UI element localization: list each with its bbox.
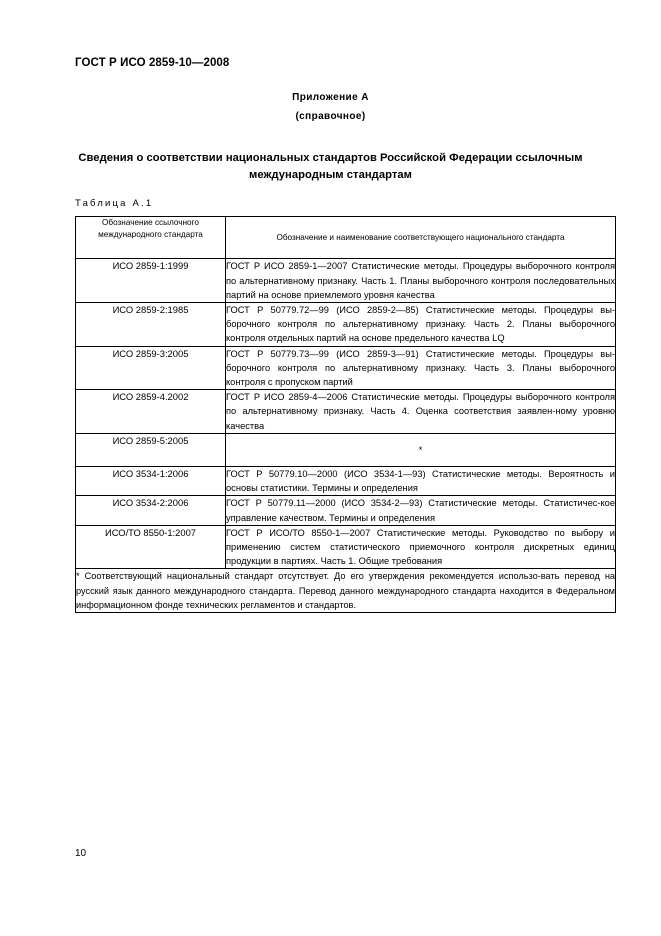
cell-international-standard: ИСО 3534-1:2006 bbox=[76, 467, 226, 496]
cell-national-standard: ГОСТ Р ИСО 2859-4—2006 Статистические методы. Процедуры выборочного контроля по альтернативному признаку. Часть 4. Оценка соответствия заявлен-ному уровню качества bbox=[226, 390, 616, 434]
table-header-national: Обозначение и наименование соответствующего национального стандарта bbox=[226, 217, 616, 259]
table-row bbox=[76, 346, 616, 390]
table-header-row bbox=[76, 217, 616, 259]
table-row bbox=[76, 303, 616, 347]
cell-national-standard: ГОСТ Р 50779.73—99 (ИСО 2859-3—91) Статистические методы. Процедуры вы-борочного контроля по альтернативному признаку. Часть 3. Планы выборочного контроля с пропуском партий bbox=[226, 346, 616, 390]
cell-national-standard: ГОСТ Р 50779.11—2000 (ИСО 3534-2—93) Статистические методы. Статистичес-кое управление качеством. Термины и определения bbox=[226, 496, 616, 525]
page-number: 10 bbox=[75, 848, 87, 859]
cell-international-standard: ИСО 3534-2:2006 bbox=[76, 496, 226, 525]
cell-international-standard: ИСО 2859-4.2002 bbox=[76, 390, 226, 434]
table-row bbox=[76, 259, 616, 303]
document-header: ГОСТ Р ИСО 2859-10—2008 bbox=[75, 57, 230, 69]
cell-national-standard: ГОСТ Р 50779.72—99 (ИСО 2859-2—85) Статистические методы. Процедуры вы-борочного контроля по альтернативному признаку. Часть 2. Планы выборочного контроля отдельных партий на основе предельного качества LQ bbox=[226, 303, 616, 347]
table-footnote: * Соответствующий национальный стандарт отсутствует. До его утверждения рекомендуется использо-вать перевод на русский язык данного международного стандарта. Перевод данного международного стандарта находится в Федеральном информационном фонде технических регламентов и стандартов. bbox=[76, 569, 616, 613]
annex-title: Приложение А bbox=[292, 92, 369, 103]
table-row bbox=[76, 496, 616, 525]
table-row bbox=[76, 433, 616, 466]
table-caption: Таблица А.1 bbox=[75, 198, 154, 209]
cell-international-standard: ИСО 2859-3:2005 bbox=[76, 346, 226, 390]
cell-international-standard: ИСО 2859-2:1985 bbox=[76, 303, 226, 347]
table-row bbox=[76, 390, 616, 434]
table-footnote-row bbox=[76, 569, 616, 613]
annex-heading-block bbox=[0, 92, 661, 122]
table-row bbox=[76, 467, 616, 496]
cell-international-standard: ИСО 2859-1:1999 bbox=[76, 259, 226, 303]
cell-national-standard-footnote-marker: * bbox=[226, 433, 616, 466]
cell-international-standard: ИСО/ТО 8550-1:2007 bbox=[76, 525, 226, 569]
section-title: Сведения о соответствии национальных стандартов Российской Федерации ссылочным международным стандартам bbox=[78, 152, 583, 181]
table-header-international: Обозначение ссылочного международного стандарта bbox=[76, 217, 226, 259]
cell-national-standard: ГОСТ Р ИСО/ТО 8550-1—2007 Статистические методы. Руководство по выбору и применению систем статистического приемочного контроля дискретных единиц продукции в партиях. Часть 1. Общие требования bbox=[226, 525, 616, 569]
reference-standards-table bbox=[75, 216, 616, 613]
cell-national-standard: ГОСТ Р 50779.10—2000 (ИСО 3534-1—93) Статистические методы. Вероятность и основы статистики. Термины и определения bbox=[226, 467, 616, 496]
cell-national-standard: ГОСТ Р ИСО 2859-1—2007 Статистические методы. Процедуры выборочного контроля по альтернативному признаку. Часть 1. Планы выборочного контроля последовательных партий на основе приемлемого уровня качества bbox=[226, 259, 616, 303]
cell-international-standard: ИСО 2859-5:2005 bbox=[76, 433, 226, 466]
annex-kind: (справочное) bbox=[295, 111, 366, 122]
table-row bbox=[76, 525, 616, 569]
